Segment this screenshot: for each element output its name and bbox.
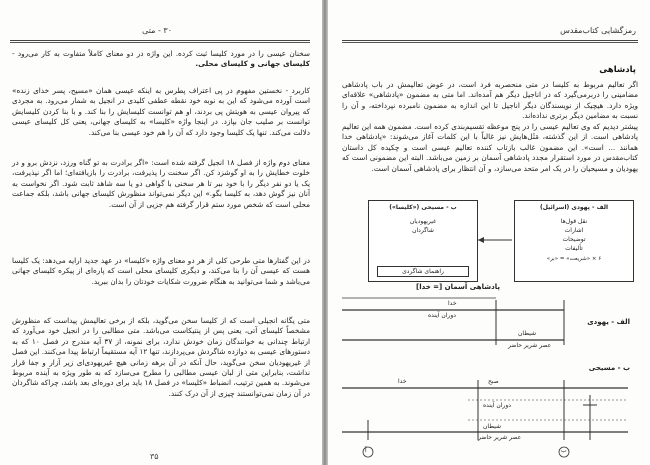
row-a-upper: خدا <box>448 300 457 307</box>
jewish-item: تألیفات <box>565 245 583 252</box>
right-page-header: رمزگشایی کتاب‌مقدس <box>560 26 636 35</box>
left-page-number: ۳۵ <box>150 452 159 461</box>
row-a-lower: شیطان <box>518 330 536 337</box>
row-b-upper-left: صبح <box>488 378 499 385</box>
jewish-box-title: الف - پهودی (اسرائیل) <box>539 204 609 211</box>
row-b-lower-sub: عصر شریر حاضر <box>478 434 522 441</box>
section-heading: پادشاهی <box>599 65 636 75</box>
left-paragraph-5: متی یگانه انجیلی است که از کلیسا سخن می‌گوید، بلکه از برخی تعالیمش پیداست که منظورش مشخصاً کلیسای آتی، یعنی پس از پنتیکاست می‌باشد. متی مطالبی را در انجیل خود می‌آورد که ارتباط چندانی به خوانندگان زمان خودش ندارد، برای نمونه، از ۳۷ آیه مندرج در فصل ۱۰ که به دستورهای عیسی به دوازده شاگردش می‌پردازند، تنها ۱۲ آیه مستقیماً ارتباط پیدا می‌کنند. این فصل از غیریهودیان سخن می‌گوید، حال آنکه در آن برهه زمانی هیچ غیریهودی‌ای زیر آزار و جفا قرار نداشت، بنابراین متی از لبان عیسی مطالبی را مطرح می‌سازد که به طور ویژه به آینده مربوط می‌شوند. به همین ترتیب، انضباط «کلیسا» در فصل ۱۸ باید برای دوره‌ای بعد باشد، چراکه شاگردان در آن زمان نمی‌توانستند چیزی از آن درک کنند. <box>12 316 311 398</box>
left-paragraph-1: سخنان عیسی را در مورد کلیسا ثبت کرده. این واژه در دو معنای کاملاً متفاوت به کار می‌رود - کلیسای جهانی و کلیسای محلی. <box>12 49 310 69</box>
marker-a: آ <box>365 447 367 454</box>
left-paragraph-3: معنای دوم واژه از فصل ۱۸ انجیل گرفته شده است: «اگر برادرت به تو گناه ورزد، نزدش برو و در خلوت خطایش را به او گوشزد کن. اگر سخنت را پذیرفت، برادرت را بازیافته‌ای؛ اما اگر نپذیرفت، یک یا دو نفر دیگر را با خود ببر تا هر سخنی با گواهی دو یا سه شاهد ثابت شود. اگر نخواست به آنان نیز گوش دهد، به کلیسا بگو.» این دیگر نمی‌تواند منظورش کلیسای جهانی باشد، بلکه جماعت محلی است که شخص مورد ستم قرار گرفته هم جزیی از آن است. <box>12 158 310 209</box>
right-paragraph-1: اگر تعالیم مربوط به کلیسا در متی منحصربه فرد است، در عوض تعالیمش در باب پادشاهی مضامینی را دربرمی‌گیرد که در اناجیل دیگر هم آمده‌اند. اما متی به مضمون «پادشاهی» علاقه‌ای ویژه دارد. هیچیک از نویسندگان دیگر اناجیل تا این اندازه به مضمون نامبرده نپرداخته، و آن را نسبت به مضامین دیگر برتری نداده‌اند. <box>342 80 638 121</box>
kingdom-diagram-lines <box>328 0 650 465</box>
right-paragraph-2: پیشتر دیدیم که وی تعالیم عیسی را در پنج موعظه تقسیم‌بندی کرده است. مضمون همه این تعالیم پادشاهی است. از این گذشته، مَثَل‌هایش نیز غالباً با این کلمات آغاز می‌شوند: «پادشاهی خدا همانند ... است». این مضمون غالب بازتاب کننده تعالیم عیسی است و چکیده کل داستان کتاب‌مقدس در مورد استقرار مجدد پادشاهی آسمان بر زمین می‌باشد. البته این مضمونی است که یهودیان و مسیحیان را در یک امر متحد می‌سازد، و آن انتظار برای پادشاهی آسمان است. <box>342 122 638 173</box>
row-a-lower-sub: عصر شریر حاضر <box>508 342 552 349</box>
row-a-upper-sub: دوران آینده <box>428 312 456 319</box>
jewish-item: اشارات <box>564 227 584 234</box>
christian-item: غیریهودیان <box>409 218 437 225</box>
header-rule <box>10 40 310 41</box>
bold-phrase: کلیسای جهانی و کلیسای محلی. <box>195 59 310 69</box>
left-page <box>0 0 322 465</box>
right-page <box>328 0 650 465</box>
left-paragraph-4: در این گفتارها متی طرحی کلی از هر دو معنای واژه «کلیسا» در عهد جدید ارایه می‌دهد: یک کلیسا هست که عیسی آن را بنا می‌کند، و دیگری کلیسای محلی است که پاره‌ای از پیکره کلیسای جهانی می‌باشد و شما می‌توانید به هنگام ضرورت شکایات خودتان را بدان ببرید. <box>12 256 310 286</box>
row-b-upper: خدا <box>398 378 407 385</box>
left-paragraph-2: کاربرد - نخستین مفهوم در پی اعتراف پطرس به اینکه عیسی همان «مسیح، پسر خدای زنده» است آورده می‌شود که این به نوبه خود نقطه عطفی کلیدی در انجیل به شمار می‌رود. به مجردی که پیروان عیسی به هویتش پی بردند، او هم توانست کلیسایش را بنا کند. و با بنا کردن کلیسایش توانست بر صلیب جان بپازد. در اینجا واژه «کلیسا» به کلیسای جهانی، یعنی کل کلیسای عیسی دلالت می‌کند. تنها یک کلیسا وجود دارد که آن را هم خود عیسی بنا می‌کند. <box>12 86 310 137</box>
left-page-header: ۳۰ - متی <box>142 26 172 35</box>
marker-b: ب <box>561 447 567 454</box>
row-b-middle: دوران آینده <box>483 402 511 409</box>
row-b-label: ب - مسیحی <box>588 364 630 372</box>
christian-item: شاگردان <box>412 227 434 234</box>
kingdom-diagram-title: پادشاهی آسمان [= خدا] <box>416 283 500 291</box>
row-b-lower: شیطان <box>483 423 501 430</box>
christian-box-title: ب - مسیحی («کلیسا») <box>389 204 457 211</box>
row-a-label: الف - یهودی <box>587 318 630 326</box>
jewish-box-footnote: ۶ × «شریعت» = «بر» <box>546 256 602 262</box>
jewish-item: نقل قول‌ها <box>560 218 588 225</box>
header-rule <box>10 42 310 43</box>
jewish-item: توضیحات <box>562 236 586 243</box>
christian-box-footer: راهنمای شاگردی <box>377 266 469 277</box>
